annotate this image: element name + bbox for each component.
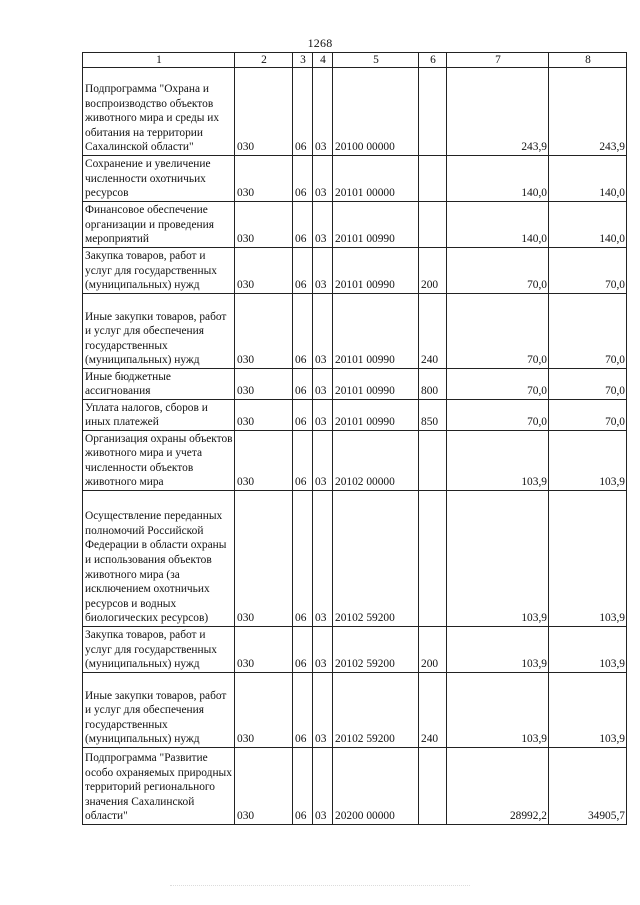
cell-amount-1: 28992,2 xyxy=(447,748,549,825)
cell-expense-type xyxy=(419,431,447,491)
cell-section: 06 xyxy=(293,748,313,825)
row-name: Финансовое обеспечение организации и проведения мероприятий xyxy=(83,202,235,248)
cell-amount-1: 243,9 xyxy=(447,68,549,156)
cell-subsection: 03 xyxy=(313,673,333,748)
cell-ministry: 030 xyxy=(235,294,293,369)
cell-ministry: 030 xyxy=(235,491,293,627)
cell-target-article: 20101 00990 xyxy=(333,400,419,431)
cell-amount-1: 103,9 xyxy=(447,673,549,748)
row-name: Подпрограмма "Охрана и воспроизводство объектов животного мира и среды их обитания на территории Сахалинской области" xyxy=(83,68,235,156)
cell-amount-1: 70,0 xyxy=(447,294,549,369)
row-name: Подпрограмма "Развитие особо охраняемых природных территорий регионального значения Сахалинской области" xyxy=(83,748,235,825)
cell-target-article: 20102 00000 xyxy=(333,431,419,491)
table-row xyxy=(83,673,627,748)
cell-target-article: 20102 59200 xyxy=(333,673,419,748)
cell-target-article: 20200 00000 xyxy=(333,748,419,825)
cell-target-article: 20101 00990 xyxy=(333,202,419,248)
cell-target-article: 20101 00990 xyxy=(333,294,419,369)
cell-section: 06 xyxy=(293,202,313,248)
cell-subsection: 03 xyxy=(313,431,333,491)
cell-amount-2: 103,9 xyxy=(549,673,627,748)
cell-target-article: 20102 59200 xyxy=(333,491,419,627)
cell-amount-1: 140,0 xyxy=(447,202,549,248)
cell-subsection: 03 xyxy=(313,627,333,673)
table-row xyxy=(83,627,627,673)
cell-section: 06 xyxy=(293,673,313,748)
cell-amount-1: 70,0 xyxy=(447,248,549,294)
cell-expense-type xyxy=(419,491,447,627)
cell-expense-type: 850 xyxy=(419,400,447,431)
cell-amount-2: 70,0 xyxy=(549,369,627,400)
cell-section: 06 xyxy=(293,294,313,369)
row-name: Иные закупки товаров, работ и услуг для обеспечения государственных (муниципальных) нужд xyxy=(83,294,235,369)
cell-target-article: 20101 00990 xyxy=(333,369,419,400)
cell-amount-2: 103,9 xyxy=(549,627,627,673)
cell-section: 06 xyxy=(293,491,313,627)
cell-subsection: 03 xyxy=(313,491,333,627)
column-header: 7 xyxy=(447,53,549,68)
cell-ministry: 030 xyxy=(235,248,293,294)
cell-expense-type: 240 xyxy=(419,294,447,369)
column-header: 6 xyxy=(419,53,447,68)
cell-amount-1: 103,9 xyxy=(447,491,549,627)
cell-subsection: 03 xyxy=(313,156,333,202)
row-name: Закупка товаров, работ и услуг для государственных (муниципальных) нужд xyxy=(83,248,235,294)
table-row xyxy=(83,202,627,248)
cell-section: 06 xyxy=(293,248,313,294)
cell-amount-2: 103,9 xyxy=(549,431,627,491)
row-name: Осуществление переданных полномочий Российской Федерации в области охраны и использования объектов животного мира (за исключением охотничьих ресурсов и водных биологических ресурсов) xyxy=(83,491,235,627)
cell-amount-2: 140,0 xyxy=(549,202,627,248)
budget-table xyxy=(82,52,627,825)
cell-target-article: 20101 00000 xyxy=(333,156,419,202)
cell-section: 06 xyxy=(293,400,313,431)
cell-expense-type xyxy=(419,748,447,825)
column-header: 8 xyxy=(549,53,627,68)
row-name: Уплата налогов, сборов и иных платежей xyxy=(83,400,235,431)
cell-section: 06 xyxy=(293,431,313,491)
cell-section: 06 xyxy=(293,627,313,673)
cell-ministry: 030 xyxy=(235,627,293,673)
cell-amount-2: 70,0 xyxy=(549,294,627,369)
table-row xyxy=(83,156,627,202)
cell-section: 06 xyxy=(293,68,313,156)
table-row xyxy=(83,400,627,431)
table-row xyxy=(83,491,627,627)
cell-amount-2: 34905,7 xyxy=(549,748,627,825)
row-name: Иные закупки товаров, работ и услуг для обеспечения государственных (муниципальных) нужд xyxy=(83,673,235,748)
cell-subsection: 03 xyxy=(313,400,333,431)
column-header: 5 xyxy=(333,53,419,68)
cell-subsection: 03 xyxy=(313,68,333,156)
cell-target-article: 20102 59200 xyxy=(333,627,419,673)
cell-amount-1: 70,0 xyxy=(447,400,549,431)
column-header: 1 xyxy=(83,53,235,68)
cell-target-article: 20101 00990 xyxy=(333,248,419,294)
row-name: Иные бюджетные ассигнования xyxy=(83,369,235,400)
table-row xyxy=(83,68,627,156)
cell-ministry: 030 xyxy=(235,400,293,431)
cell-amount-2: 140,0 xyxy=(549,156,627,202)
table-row xyxy=(83,431,627,491)
scan-artifact-dots xyxy=(170,885,470,888)
cell-amount-1: 103,9 xyxy=(447,627,549,673)
cell-ministry: 030 xyxy=(235,202,293,248)
cell-subsection: 03 xyxy=(313,748,333,825)
cell-amount-2: 70,0 xyxy=(549,248,627,294)
cell-subsection: 03 xyxy=(313,248,333,294)
cell-expense-type: 200 xyxy=(419,248,447,294)
cell-amount-2: 103,9 xyxy=(549,491,627,627)
column-header: 2 xyxy=(235,53,293,68)
row-name: Закупка товаров, работ и услуг для государственных (муниципальных) нужд xyxy=(83,627,235,673)
cell-ministry: 030 xyxy=(235,369,293,400)
cell-amount-2: 70,0 xyxy=(549,400,627,431)
column-header: 3 xyxy=(293,53,313,68)
cell-expense-type: 200 xyxy=(419,627,447,673)
cell-subsection: 03 xyxy=(313,294,333,369)
cell-subsection: 03 xyxy=(313,202,333,248)
column-header: 4 xyxy=(313,53,333,68)
table-row xyxy=(83,369,627,400)
row-name: Сохранение и увеличение численности охотничьих ресурсов xyxy=(83,156,235,202)
cell-amount-1: 70,0 xyxy=(447,369,549,400)
cell-ministry: 030 xyxy=(235,431,293,491)
cell-ministry: 030 xyxy=(235,748,293,825)
cell-ministry: 030 xyxy=(235,673,293,748)
cell-ministry: 030 xyxy=(235,68,293,156)
cell-expense-type xyxy=(419,156,447,202)
cell-target-article: 20100 00000 xyxy=(333,68,419,156)
cell-section: 06 xyxy=(293,156,313,202)
cell-expense-type: 240 xyxy=(419,673,447,748)
cell-amount-1: 140,0 xyxy=(447,156,549,202)
cell-amount-1: 103,9 xyxy=(447,431,549,491)
page-number: 1268 xyxy=(307,36,333,50)
header-row xyxy=(83,53,627,68)
cell-section: 06 xyxy=(293,369,313,400)
table-row xyxy=(83,248,627,294)
cell-subsection: 03 xyxy=(313,369,333,400)
row-name: Организация охраны объектов животного мира и учета численности объектов животного мира xyxy=(83,431,235,491)
table-row xyxy=(83,748,627,825)
table-row xyxy=(83,294,627,369)
cell-ministry: 030 xyxy=(235,156,293,202)
cell-expense-type xyxy=(419,202,447,248)
cell-expense-type: 800 xyxy=(419,369,447,400)
cell-expense-type xyxy=(419,68,447,156)
cell-amount-2: 243,9 xyxy=(549,68,627,156)
